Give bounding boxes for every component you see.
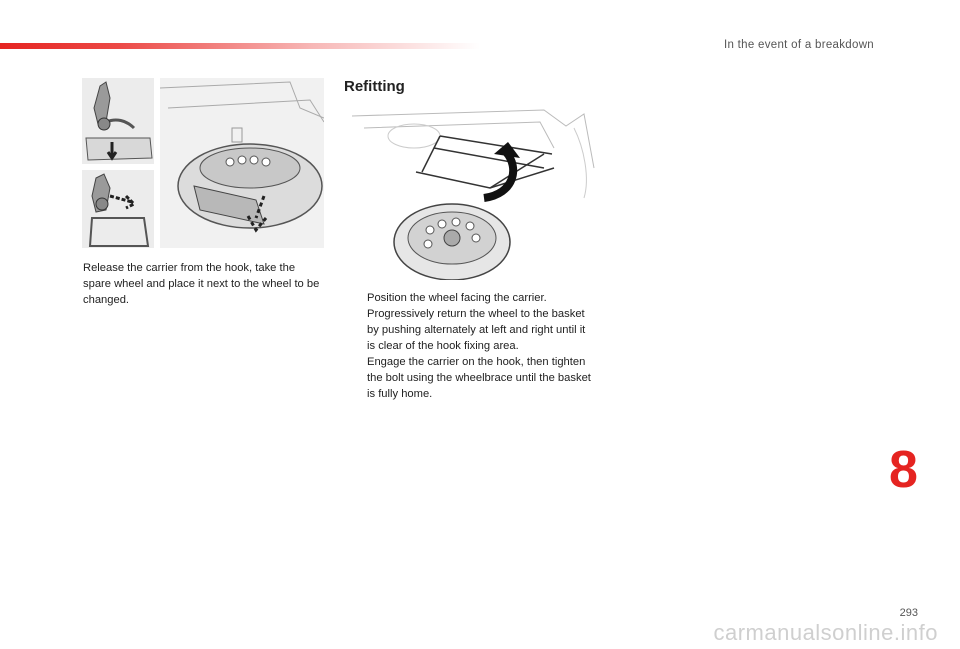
right-instructions [344,290,596,402]
instruction-item: Release the carrier from the hook, take the spare wheel and place it next to the wheel to be changed. [83,262,320,306]
page-number: 293 [899,607,918,619]
hook-detail-illustration [82,78,154,248]
header-accent-bar [0,43,480,49]
chapter-number: 8 [889,441,918,499]
left-instructions [60,260,326,308]
instruction-item: Position the wheel facing the carrier. [367,292,547,304]
chapter-header-title: In the event of a breakdown [723,39,874,51]
carrier-lowered-illustration [160,78,324,248]
instruction-item: Progressively return the wheel to the basket by pushing alternately at left and right until it is clear of the hook fixing area. [367,308,586,352]
instruction-item: Engage the carrier on the hook, then tighten the bolt using the wheelbrace until the basket is fully home. [367,356,591,400]
refitting-illustration [344,108,600,280]
section-heading: Refitting [344,78,405,95]
watermark: carmanualsonline.info [713,620,938,645]
